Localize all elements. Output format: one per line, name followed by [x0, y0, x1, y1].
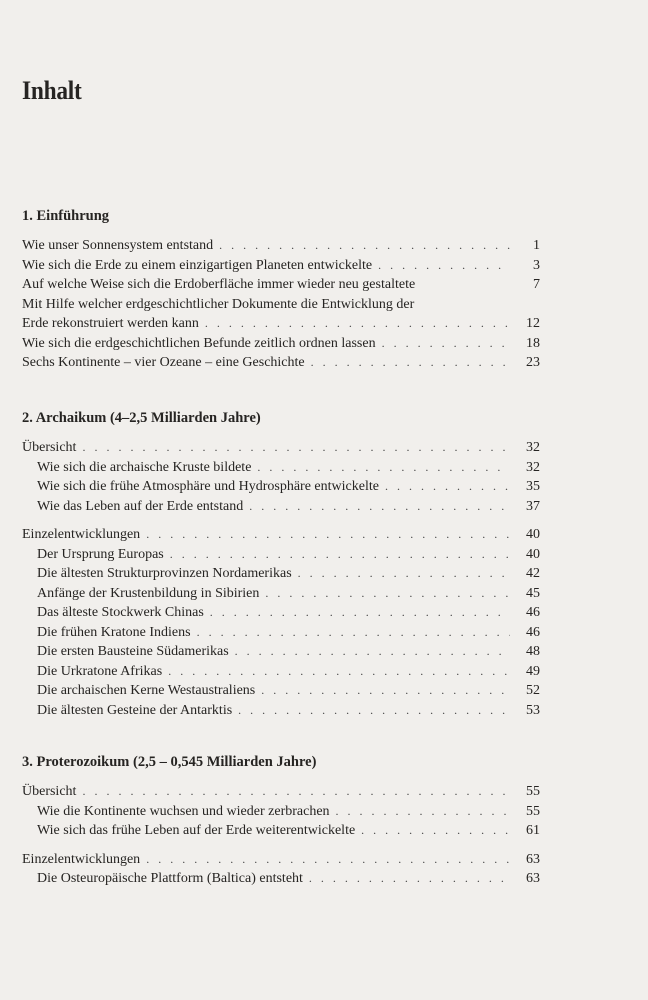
chapter-heading: 3. Proterozoikum (2,5 – 0,545 Milliarden Jahre)	[22, 754, 317, 770]
toc-entry-page: 53	[526, 702, 540, 718]
dot-leader	[382, 334, 510, 354]
toc-entry-page: 37	[526, 498, 540, 514]
toc-entry-title: Die Urkratone Afrikas	[37, 663, 163, 679]
toc-entry-title: Anfänge der Krustenbildung in Sibirien	[37, 585, 260, 601]
toc-entry-title: Wie sich die frühe Atmosphäre und Hydrosphäre entwickelte	[37, 479, 379, 494]
toc-entry-page: 55	[526, 803, 540, 819]
chapter-heading: 2. Archaikum (4–2,5 Milliarden Jahre)	[22, 410, 261, 426]
toc-entry[interactable]	[22, 438, 540, 458]
toc-entry[interactable]	[22, 584, 540, 604]
toc-entry[interactable]	[22, 662, 540, 682]
dot-leader	[378, 256, 510, 276]
toc-entry-title: Die Osteuropäische Plattform (Baltica) entsteht	[37, 871, 303, 886]
toc-entry-page: 48	[526, 644, 540, 659]
dot-leader	[265, 584, 510, 604]
toc-entry-page: 18	[526, 335, 540, 351]
toc-entry-page: 7	[533, 277, 540, 292]
toc-entry-page: 32	[526, 459, 540, 475]
toc-entry[interactable]	[22, 850, 540, 870]
toc-entry-title: Die ältesten Gesteine der Antarktis	[37, 702, 233, 718]
toc-entry[interactable]	[22, 782, 540, 802]
dot-leader	[170, 545, 510, 565]
toc-entry-title: Erde rekonstruiert werden kann	[22, 316, 199, 331]
toc-entry[interactable]	[22, 623, 540, 643]
toc-entry[interactable]	[22, 545, 540, 565]
dot-leader	[336, 802, 510, 822]
dot-leader	[261, 681, 510, 701]
toc-entry-title: Wie sich das frühe Leben auf der Erde weiterentwickelte	[37, 823, 356, 838]
toc-entry-title: Einzelentwicklungen	[22, 527, 141, 542]
toc-entry[interactable]	[22, 353, 540, 373]
toc-entry-page: 52	[526, 683, 540, 698]
toc-entry-page: 23	[526, 355, 540, 370]
toc-entry[interactable]	[22, 869, 540, 889]
toc-entry-page: 12	[526, 316, 540, 331]
toc-entry-title: Wie das Leben auf der Erde entstand	[37, 498, 244, 514]
toc-entry[interactable]	[22, 334, 540, 354]
toc-entry[interactable]	[22, 458, 540, 478]
toc-entry[interactable]	[22, 603, 540, 623]
toc-entry-title: Die ältesten Strukturprovinzen Nordamerikas	[37, 566, 292, 581]
chapter-heading: 1. Einführung	[22, 208, 110, 224]
toc-entry-page: 49	[526, 663, 540, 679]
toc-entry[interactable]	[22, 525, 540, 545]
toc-entry-page: 32	[526, 440, 540, 455]
dot-leader	[82, 782, 510, 802]
dot-leader	[197, 623, 510, 643]
toc-entry-page: 3	[533, 257, 540, 273]
dot-leader	[210, 603, 510, 623]
toc-entry-title: Die ersten Bausteine Südamerikas	[37, 644, 229, 659]
toc-entry-title: Die frühen Kratone Indiens	[37, 624, 191, 640]
toc-entry-page: 61	[526, 823, 540, 838]
spacer	[22, 841, 540, 850]
toc-entry-title: Einzelentwicklungen	[22, 851, 141, 867]
dot-leader	[146, 525, 510, 545]
toc-entry-page: 45	[526, 585, 540, 601]
dot-leader	[82, 438, 510, 458]
dot-leader	[257, 458, 510, 478]
toc-entry-title: Wie die Kontinente wuchsen und wieder zerbrachen	[37, 803, 330, 819]
toc-entry-title: Das älteste Stockwerk Chinas	[37, 605, 204, 620]
toc-entry-title: Auf welche Weise sich die Erdoberfläche immer wieder neu gestaltete	[22, 277, 416, 292]
toc-entry-page: 40	[526, 527, 540, 542]
toc-entry-page: 40	[526, 546, 540, 562]
toc-section-archaikum	[22, 408, 540, 720]
dot-leader	[298, 564, 510, 584]
dot-leader	[249, 497, 510, 517]
dot-leader	[235, 642, 510, 662]
dot-leader	[238, 701, 510, 721]
toc-entry-page: 55	[526, 784, 540, 799]
toc-entry[interactable]	[22, 275, 540, 295]
toc-entry-title: Übersicht	[22, 440, 77, 455]
toc-entry-page: 46	[526, 624, 540, 640]
toc-entry[interactable]	[22, 564, 540, 584]
toc-entry-title: Die archaischen Kerne Westaustraliens	[37, 683, 256, 698]
dot-leader	[385, 477, 510, 497]
dot-leader	[168, 662, 510, 682]
toc-entry[interactable]	[22, 256, 540, 276]
dot-leader	[219, 236, 510, 256]
toc-entry[interactable]	[22, 314, 540, 334]
toc-entry[interactable]	[22, 642, 540, 662]
toc-section-proterozoikum	[22, 752, 540, 889]
toc-section-einfuehrung	[22, 206, 540, 373]
toc-entry[interactable]	[22, 477, 540, 497]
toc-entry[interactable]	[22, 497, 540, 517]
toc-entry-title: Wie sich die Erde zu einem einzigartigen Planeten entwickelte	[22, 257, 373, 273]
page-title: Inhalt	[22, 76, 82, 105]
toc-entry[interactable]	[22, 802, 540, 822]
toc-entry-page: 1	[533, 238, 540, 253]
toc-entry-page: 63	[526, 871, 540, 886]
dot-leader	[205, 314, 510, 334]
toc-entry[interactable]	[22, 821, 540, 841]
toc-entry-title: Wie sich die erdgeschichtlichen Befunde zeitlich ordnen lassen	[22, 335, 376, 351]
toc-entry-page: 46	[526, 605, 540, 620]
spacer	[22, 516, 540, 525]
toc-entry[interactable]	[22, 236, 540, 256]
toc-entry-title: Übersicht	[22, 784, 77, 799]
dot-leader	[146, 850, 510, 870]
toc-entry-page: 63	[526, 851, 540, 867]
dot-leader	[311, 353, 510, 373]
dot-leader	[361, 821, 510, 841]
dot-leader	[309, 869, 510, 889]
toc-entry-title: Wie unser Sonnensystem entstand	[22, 238, 214, 253]
toc-entry-title: Sechs Kontinente – vier Ozeane – eine Geschichte	[22, 355, 305, 370]
toc-entry[interactable]	[22, 681, 540, 701]
toc-entry-title: Der Ursprung Europas	[37, 546, 164, 562]
toc-entry[interactable]	[22, 701, 540, 721]
toc-entry-title-line: Mit Hilfe welcher erdgeschichtlicher Dokumente die Entwicklung der	[22, 296, 415, 312]
toc-entry-title: Wie sich die archaische Kruste bildete	[37, 459, 252, 475]
toc-entry-page: 42	[526, 566, 540, 581]
toc-entry-page: 35	[526, 479, 540, 494]
